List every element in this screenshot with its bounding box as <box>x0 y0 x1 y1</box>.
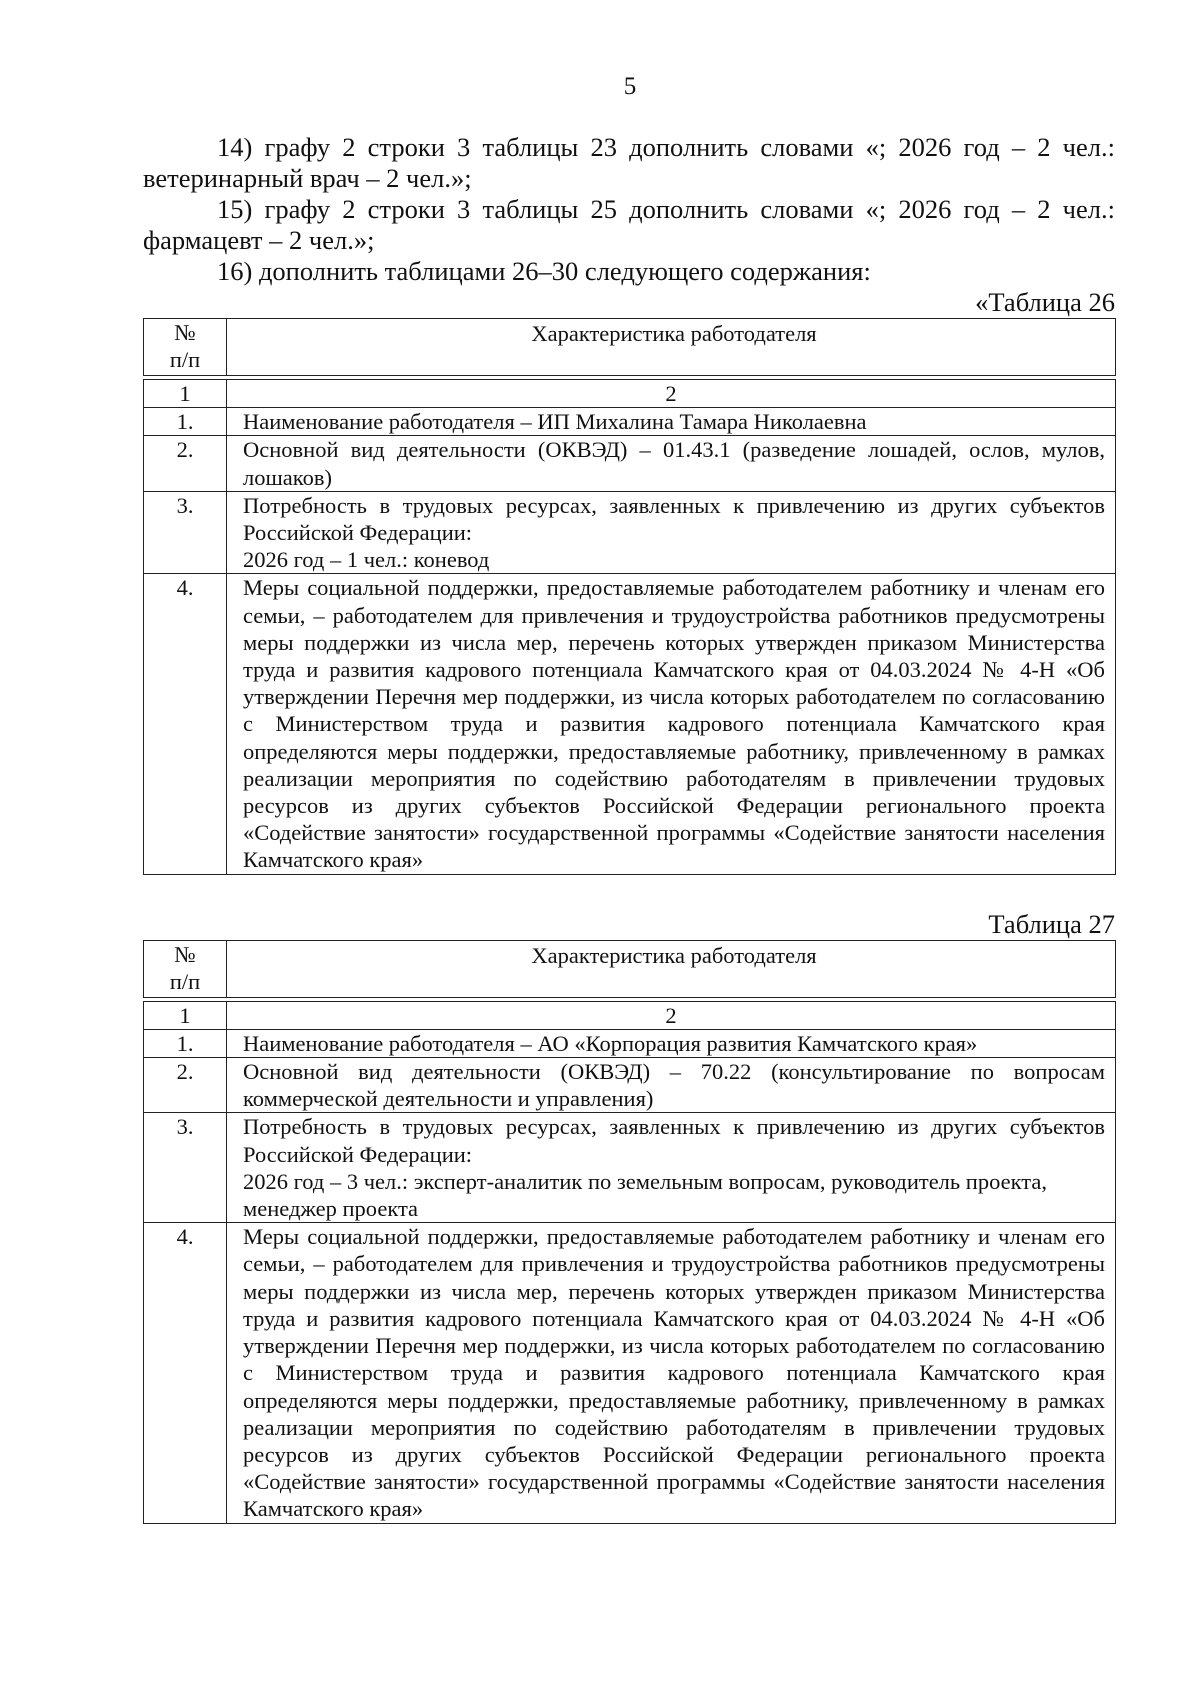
header-num-symbol: № <box>174 320 196 345</box>
table-row <box>143 1058 1116 1113</box>
row-desc: Основной вид деятельности (ОКВЭД) – 70.22 (консультирование по вопросам коммерческой деятельности и управления) <box>227 1058 1116 1113</box>
document-body <box>143 132 1115 1524</box>
table-27-title: Таблица 27 <box>988 908 1115 939</box>
header-desc-cell: Характеристика работодателя <box>227 318 1116 376</box>
header-desc-cell: Характеристика работодателя <box>227 940 1116 998</box>
table-26 <box>143 318 1116 875</box>
row-desc <box>227 492 1116 575</box>
row-desc: Наименование работодателя – ИП Михалина Тамара Николаевна <box>227 408 1116 436</box>
row-desc-line: 2026 год – 1 чел.: коневод <box>243 547 490 573</box>
index-desc-cell: 2 <box>227 379 1116 408</box>
page-number: 5 <box>623 73 637 100</box>
row-num: 3. <box>143 1113 227 1223</box>
table-index-row <box>143 379 1116 408</box>
paragraph-15: 15) графу 2 строки 3 таблицы 25 дополнить словами «; 2026 год – 2 чел.: фармацевт – 2 чел.»; <box>143 194 1115 255</box>
table-row <box>143 1113 1116 1223</box>
table-row <box>143 1223 1116 1523</box>
row-desc <box>227 1113 1116 1223</box>
row-num: 1. <box>143 1030 227 1058</box>
index-desc-cell: 2 <box>227 1001 1116 1030</box>
table-header-row <box>143 318 1116 376</box>
row-num: 4. <box>143 574 227 874</box>
header-num-label: п/п <box>169 347 201 372</box>
row-desc-line: Потребность в трудовых ресурсах, заявленных к привлечению из других субъектов Российской Федерации: <box>243 492 1105 546</box>
index-num-cell: 1 <box>143 379 227 408</box>
header-num-symbol: № <box>174 941 196 967</box>
index-num-cell: 1 <box>143 1001 227 1030</box>
row-desc: Основной вид деятельности (ОКВЭД) – 01.43.1 (разведение лошадей, ослов, мулов, лошаков) <box>227 436 1116 491</box>
row-num: 2. <box>143 436 227 491</box>
table-26-title: «Таблица 26 <box>975 287 1115 317</box>
row-num: 3. <box>143 492 227 575</box>
header-num-cell <box>143 940 227 998</box>
paragraph-16: 16) дополнить таблицами 26–30 следующего содержания: <box>217 256 871 286</box>
row-num: 1. <box>143 408 227 436</box>
row-desc: Меры социальной поддержки, предоставляемые работодателем работнику и членам его семьи, – работодателем для привлечения и трудоустройства работников предусмотрены меры поддержки из числа мер, перечень которых утвержден приказом Министерства труда и развития кадрового потенциала Камчатского края от 04.03.2024 № 4-Н «Об утверждении Перечня мер поддержки, из числа которых работодателем по согласованию с Министерством труда и развития кадрового потенциала Камчатского края определяются меры поддержки, предоставляемые работнику, привлеченному в рамках реализации мероприятия по содействию работодателям в привлечении трудовых ресурсов из других субъектов Российской Федерации регионального проекта «Содействие занятости» государственной программы «Содействие занятости населения Камчатского края» <box>227 574 1116 874</box>
header-num-cell <box>143 318 227 376</box>
table-row <box>143 492 1116 575</box>
table-row <box>143 408 1116 436</box>
row-num: 4. <box>143 1223 227 1523</box>
table-27 <box>143 940 1116 1524</box>
table-row <box>143 436 1116 491</box>
table-header-row <box>143 940 1116 998</box>
table-index-row <box>143 1001 1116 1030</box>
row-num: 2. <box>143 1058 227 1113</box>
table-row <box>143 574 1116 874</box>
table-row <box>143 1030 1116 1058</box>
paragraph-14: 14) графу 2 строки 3 таблицы 23 дополнить словами «; 2026 год – 2 чел.: ветеринарный врач – 2 чел.»; <box>143 132 1115 193</box>
row-desc: Меры социальной поддержки, предоставляемые работодателем работнику и членам его семьи, – работодателем для привлечения и трудоустройства работников предусмотрены меры поддержки из числа мер, перечень которых утвержден приказом Министерства труда и развития кадрового потенциала Камчатского края от 04.03.2024 № 4-Н «Об утверждении Перечня мер поддержки, из числа которых работодателем по согласованию с Министерством труда и развития кадрового потенциала Камчатского края определяются меры поддержки, предоставляемые работнику, привлеченному в рамках реализации мероприятия по содействию работодателям в привлечении трудовых ресурсов из других субъектов Российской Федерации регионального проекта «Содействие занятости» государственной программы «Содействие занятости населения Камчатского края» <box>227 1223 1116 1523</box>
row-desc-line: Потребность в трудовых ресурсах, заявленных к привлечению из других субъектов Российской Федерации: <box>243 1114 1105 1167</box>
row-desc: Наименование работодателя – АО «Корпорация развития Камчатского края» <box>227 1030 1116 1058</box>
header-num-label: п/п <box>169 968 201 994</box>
row-desc-line: 2026 год – 3 чел.: эксперт-аналитик по земельным вопросам, руководитель проекта, менеджер проекта <box>243 1168 1047 1222</box>
